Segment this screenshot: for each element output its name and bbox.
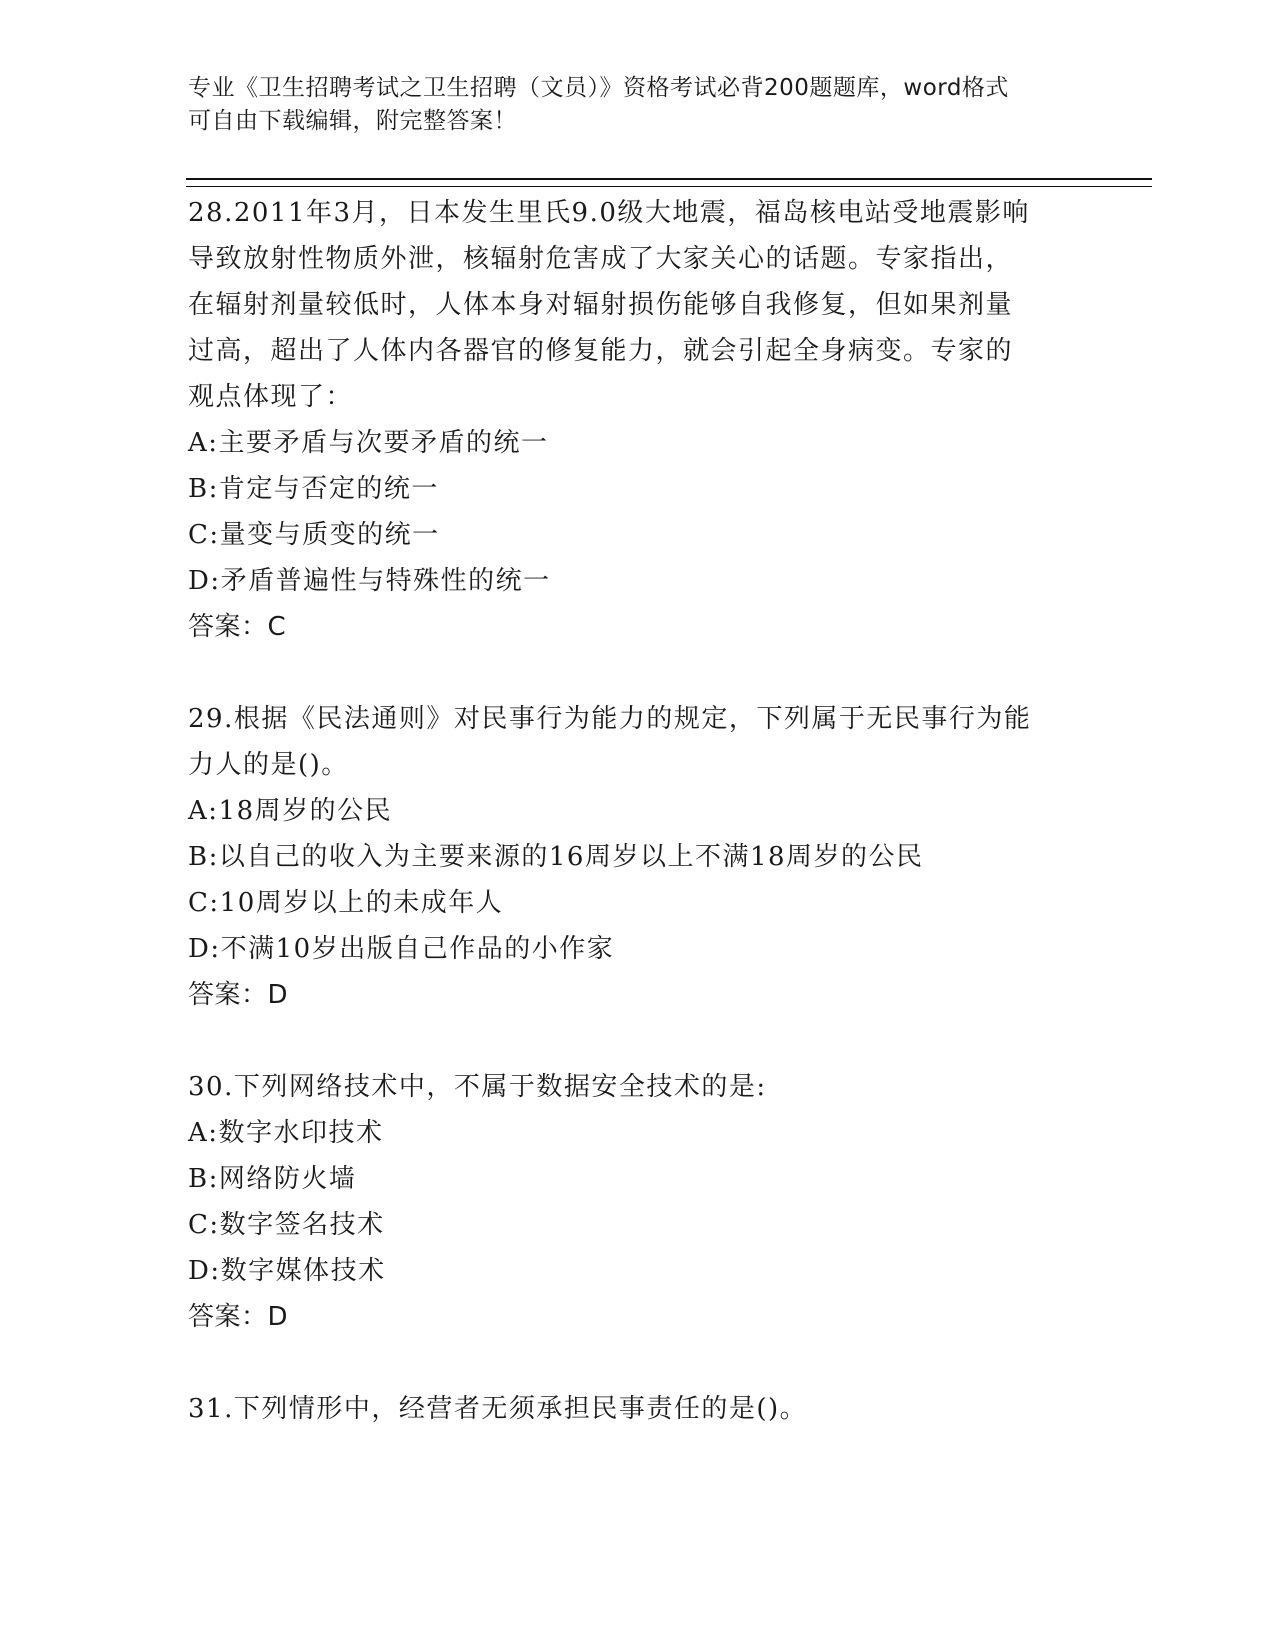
question-stem-line: 力人的是()。 bbox=[188, 750, 349, 780]
answer-label: 答案：D bbox=[188, 980, 289, 1010]
option-d: D:矛盾普遍性与特殊性的统一 bbox=[188, 566, 551, 596]
question-stem-line: 过高，超出了人体内各器官的修复能力，就会引起全身病变。专家的 bbox=[188, 336, 1014, 366]
page-header bbox=[188, 72, 1068, 138]
question-stem-line: 导致放射性物质外泄，核辐射危害成了大家关心的话题。专家指出， bbox=[188, 244, 1014, 274]
header-line-2: 可自由下载编辑，附完整答案！ bbox=[188, 108, 517, 134]
answer-label: 答案：C bbox=[188, 612, 287, 642]
question-stem-line: 观点体现了： bbox=[188, 382, 354, 412]
question-stem-line: 28.2011年3月，日本发生里氏9.0级大地震，福岛核电站受地震影响 bbox=[188, 198, 1030, 228]
option-c: C:量变与质变的统一 bbox=[188, 520, 440, 550]
answer-label: 答案：D bbox=[188, 1302, 289, 1332]
option-a: A:18周岁的公民 bbox=[188, 796, 393, 826]
question-list bbox=[188, 190, 1088, 1478]
option-d: D:不满10岁出版自己作品的小作家 bbox=[188, 934, 615, 964]
question-stem-line: 29.根据《民法通则》对民事行为能力的规定，下列属于无民事行为能 bbox=[188, 704, 1032, 734]
question-stem-line: 30.下列网络技术中，不属于数据安全技术的是: bbox=[188, 1072, 767, 1102]
header-divider bbox=[186, 178, 1152, 187]
option-d: D:数字媒体技术 bbox=[188, 1256, 386, 1286]
question-29 bbox=[188, 696, 1088, 1018]
option-b: B:肯定与否定的统一 bbox=[188, 474, 439, 504]
option-a: A:主要矛盾与次要矛盾的统一 bbox=[188, 428, 549, 458]
option-b: B:以自己的收入为主要来源的16周岁以上不满18周岁的公民 bbox=[188, 842, 924, 872]
question-31 bbox=[188, 1386, 1088, 1432]
question-28 bbox=[188, 190, 1088, 650]
option-a: A:数字水印技术 bbox=[188, 1118, 384, 1148]
question-stem-line: 31.下列情形中，经营者无须承担民事责任的是()。 bbox=[188, 1394, 808, 1424]
header-line-1: 专业《卫生招聘考试之卫生招聘（文员）》资格考试必背200题题库，word格式 bbox=[188, 75, 1009, 101]
question-30 bbox=[188, 1064, 1088, 1340]
question-stem-line: 在辐射剂量较低时，人体本身对辐射损伤能够自我修复，但如果剂量 bbox=[188, 290, 1014, 320]
option-c: C:10周岁以上的未成年人 bbox=[188, 888, 504, 918]
option-b: B:网络防火墙 bbox=[188, 1164, 357, 1194]
option-c: C:数字签名技术 bbox=[188, 1210, 385, 1240]
